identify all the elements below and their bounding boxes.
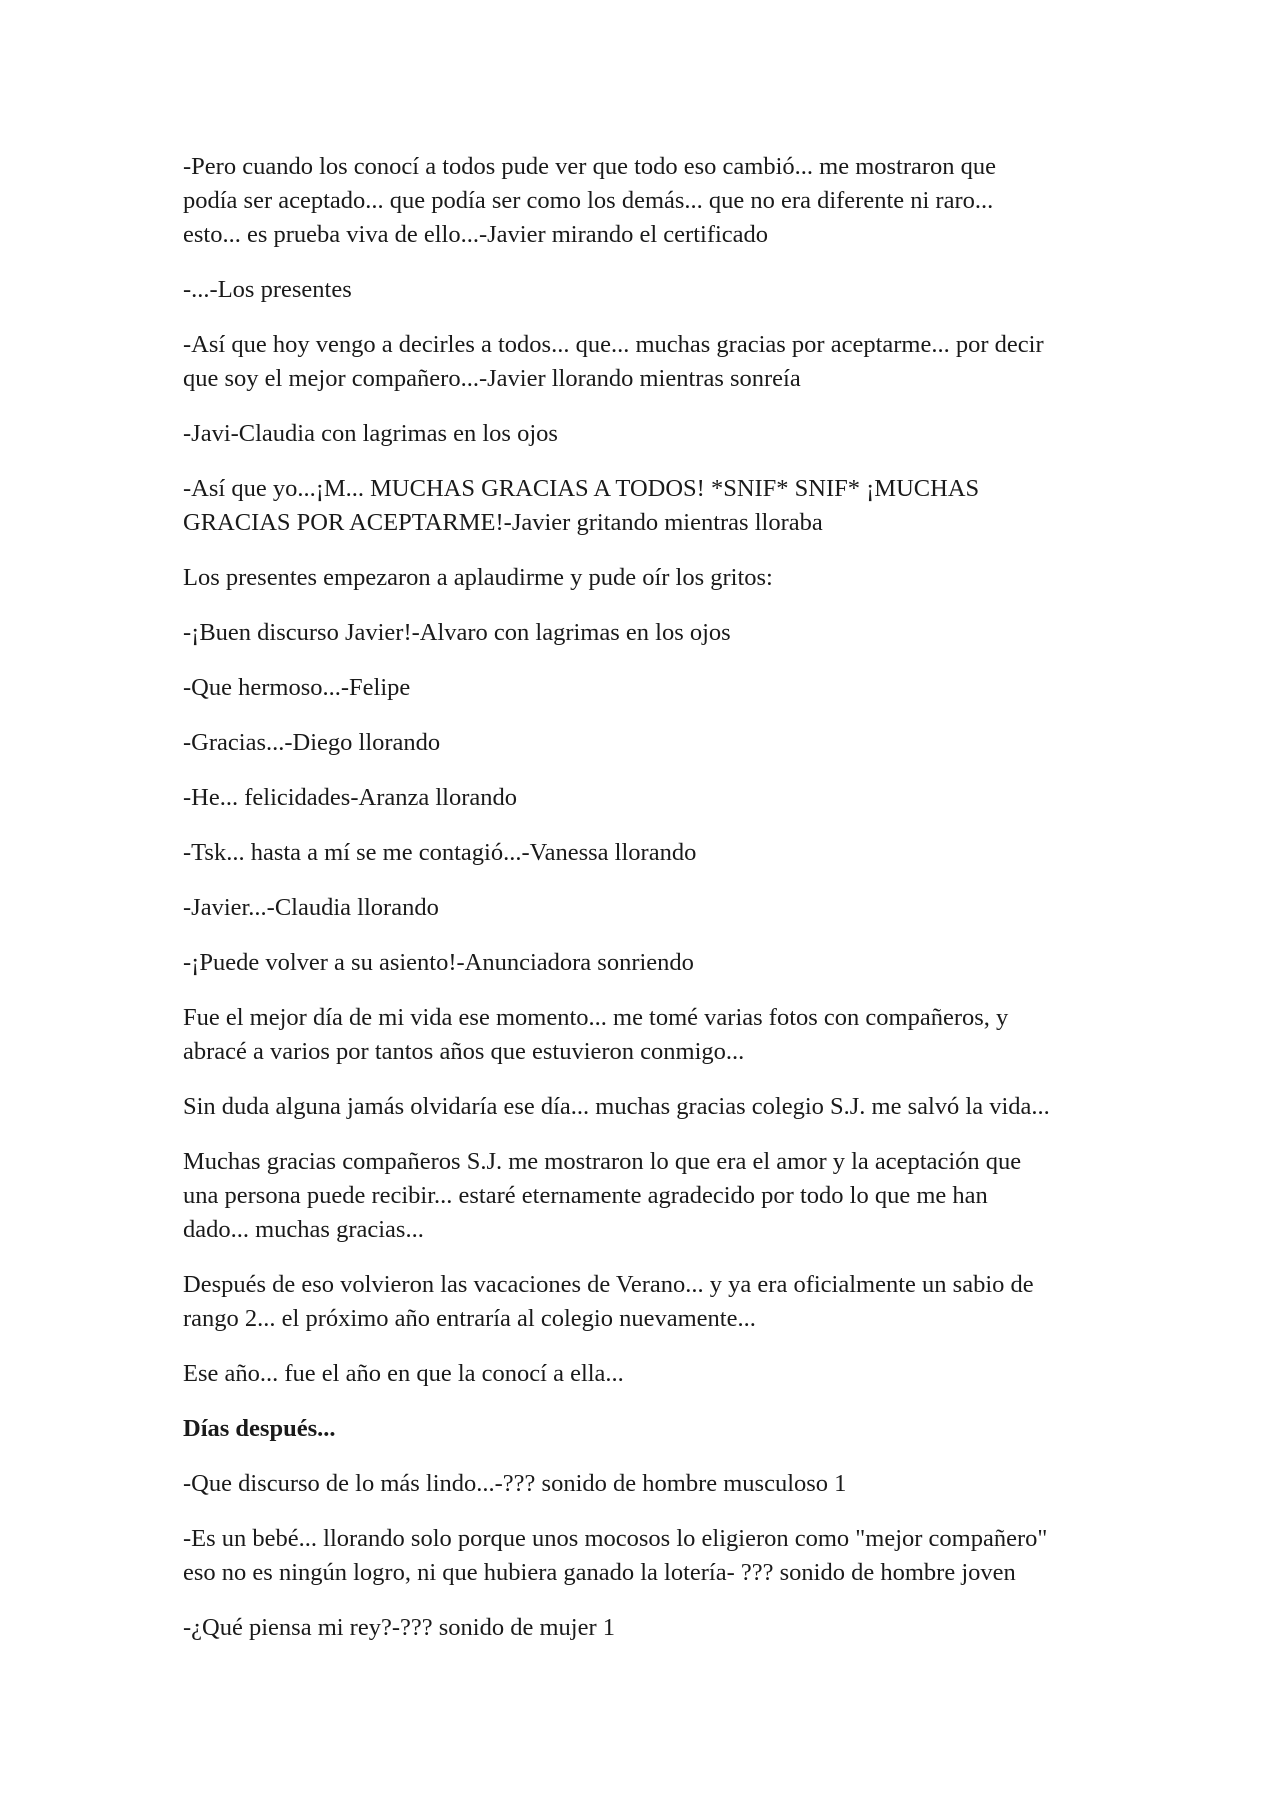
paragraph bbox=[183, 1467, 1100, 1501]
text-line: -Que discurso de lo más lindo...-??? sonido de hombre musculoso 1 bbox=[183, 1470, 847, 1497]
text-line: Sin duda alguna jamás olvidaría ese día... muchas gracias colegio S.J. me salvó la vida... bbox=[183, 1093, 1050, 1120]
text-line: Ese año... fue el año en que la conocí a ella... bbox=[183, 1360, 624, 1387]
text-line: esto... es prueba viva de ello...-Javier mirando el certificado bbox=[183, 221, 769, 248]
paragraph bbox=[183, 1001, 1100, 1069]
paragraph bbox=[183, 616, 1100, 650]
paragraph bbox=[183, 671, 1100, 705]
text-line: -¡Puede volver a su asiento!-Anunciadora sonriendo bbox=[183, 949, 694, 976]
body-text bbox=[183, 150, 1100, 1645]
text-line: dado... muchas gracias... bbox=[183, 1216, 424, 1243]
paragraph bbox=[183, 891, 1100, 925]
text-line: -...-Los presentes bbox=[183, 276, 352, 303]
text-line: -Javier...-Claudia llorando bbox=[183, 894, 439, 921]
paragraph bbox=[183, 150, 1100, 252]
text-line: Los presentes empezaron a aplaudirme y pude oír los gritos: bbox=[183, 564, 773, 591]
paragraph bbox=[183, 273, 1100, 307]
paragraph bbox=[183, 726, 1100, 760]
text-line: GRACIAS POR ACEPTARME!-Javier gritando mientras lloraba bbox=[183, 509, 823, 536]
text-line: -Es un bebé... llorando solo porque unos mocosos lo eligieron como "mejor compañero" bbox=[183, 1525, 1048, 1552]
paragraph bbox=[183, 1090, 1100, 1124]
text-line: rango 2... el próximo año entraría al colegio nuevamente... bbox=[183, 1305, 756, 1332]
text-line: -Así que yo...¡M... MUCHAS GRACIAS A TODOS! *SNIF* SNIF* ¡MUCHAS bbox=[183, 475, 980, 502]
paragraph bbox=[183, 472, 1100, 540]
text-line: eso no es ningún logro, ni que hubiera ganado la lotería- ??? sonido de hombre joven bbox=[183, 1559, 1016, 1586]
text-line: -Javi-Claudia con lagrimas en los ojos bbox=[183, 420, 558, 447]
text-line: -Así que hoy vengo a decirles a todos... que... muchas gracias por aceptarme... por decir bbox=[183, 331, 1044, 358]
text-line: Después de eso volvieron las vacaciones de Verano... y ya era oficialmente un sabio de bbox=[183, 1271, 1034, 1298]
paragraph bbox=[183, 1357, 1100, 1391]
text-line: -Gracias...-Diego llorando bbox=[183, 729, 441, 756]
paragraph bbox=[183, 1611, 1100, 1645]
paragraph bbox=[183, 836, 1100, 870]
text-line: -Que hermoso...-Felipe bbox=[183, 674, 411, 701]
paragraph bbox=[183, 1145, 1100, 1247]
paragraph bbox=[183, 417, 1100, 451]
text-line: Muchas gracias compañeros S.J. me mostraron lo que era el amor y la aceptación que bbox=[183, 1148, 1022, 1175]
text-line: Días después... bbox=[183, 1415, 336, 1442]
paragraph bbox=[183, 561, 1100, 595]
text-line: -¡Buen discurso Javier!-Alvaro con lagrimas en los ojos bbox=[183, 619, 731, 646]
text-line: -He... felicidades-Aranza llorando bbox=[183, 784, 517, 811]
text-line: -Tsk... hasta a mí se me contagió...-Vanessa llorando bbox=[183, 839, 697, 866]
text-line: que soy el mejor compañero...-Javier llorando mientras sonreía bbox=[183, 365, 801, 392]
text-line: abracé a varios por tantos años que estuvieron conmigo... bbox=[183, 1038, 745, 1065]
paragraph bbox=[183, 1522, 1100, 1590]
paragraph bbox=[183, 328, 1100, 396]
paragraph bbox=[183, 946, 1100, 980]
text-line: podía ser aceptado... que podía ser como los demás... que no era diferente ni raro... bbox=[183, 187, 994, 214]
paragraph bbox=[183, 781, 1100, 815]
paragraph bbox=[183, 1268, 1100, 1336]
text-line: Fue el mejor día de mi vida ese momento... me tomé varias fotos con compañeros, y bbox=[183, 1004, 1009, 1031]
text-line: una persona puede recibir... estaré eternamente agradecido por todo lo que me han bbox=[183, 1182, 988, 1209]
text-line: -Pero cuando los conocí a todos pude ver que todo eso cambió... me mostraron que bbox=[183, 153, 997, 180]
text-line: -¿Qué piensa mi rey?-??? sonido de mujer 1 bbox=[183, 1614, 615, 1641]
section-heading bbox=[183, 1412, 1100, 1446]
